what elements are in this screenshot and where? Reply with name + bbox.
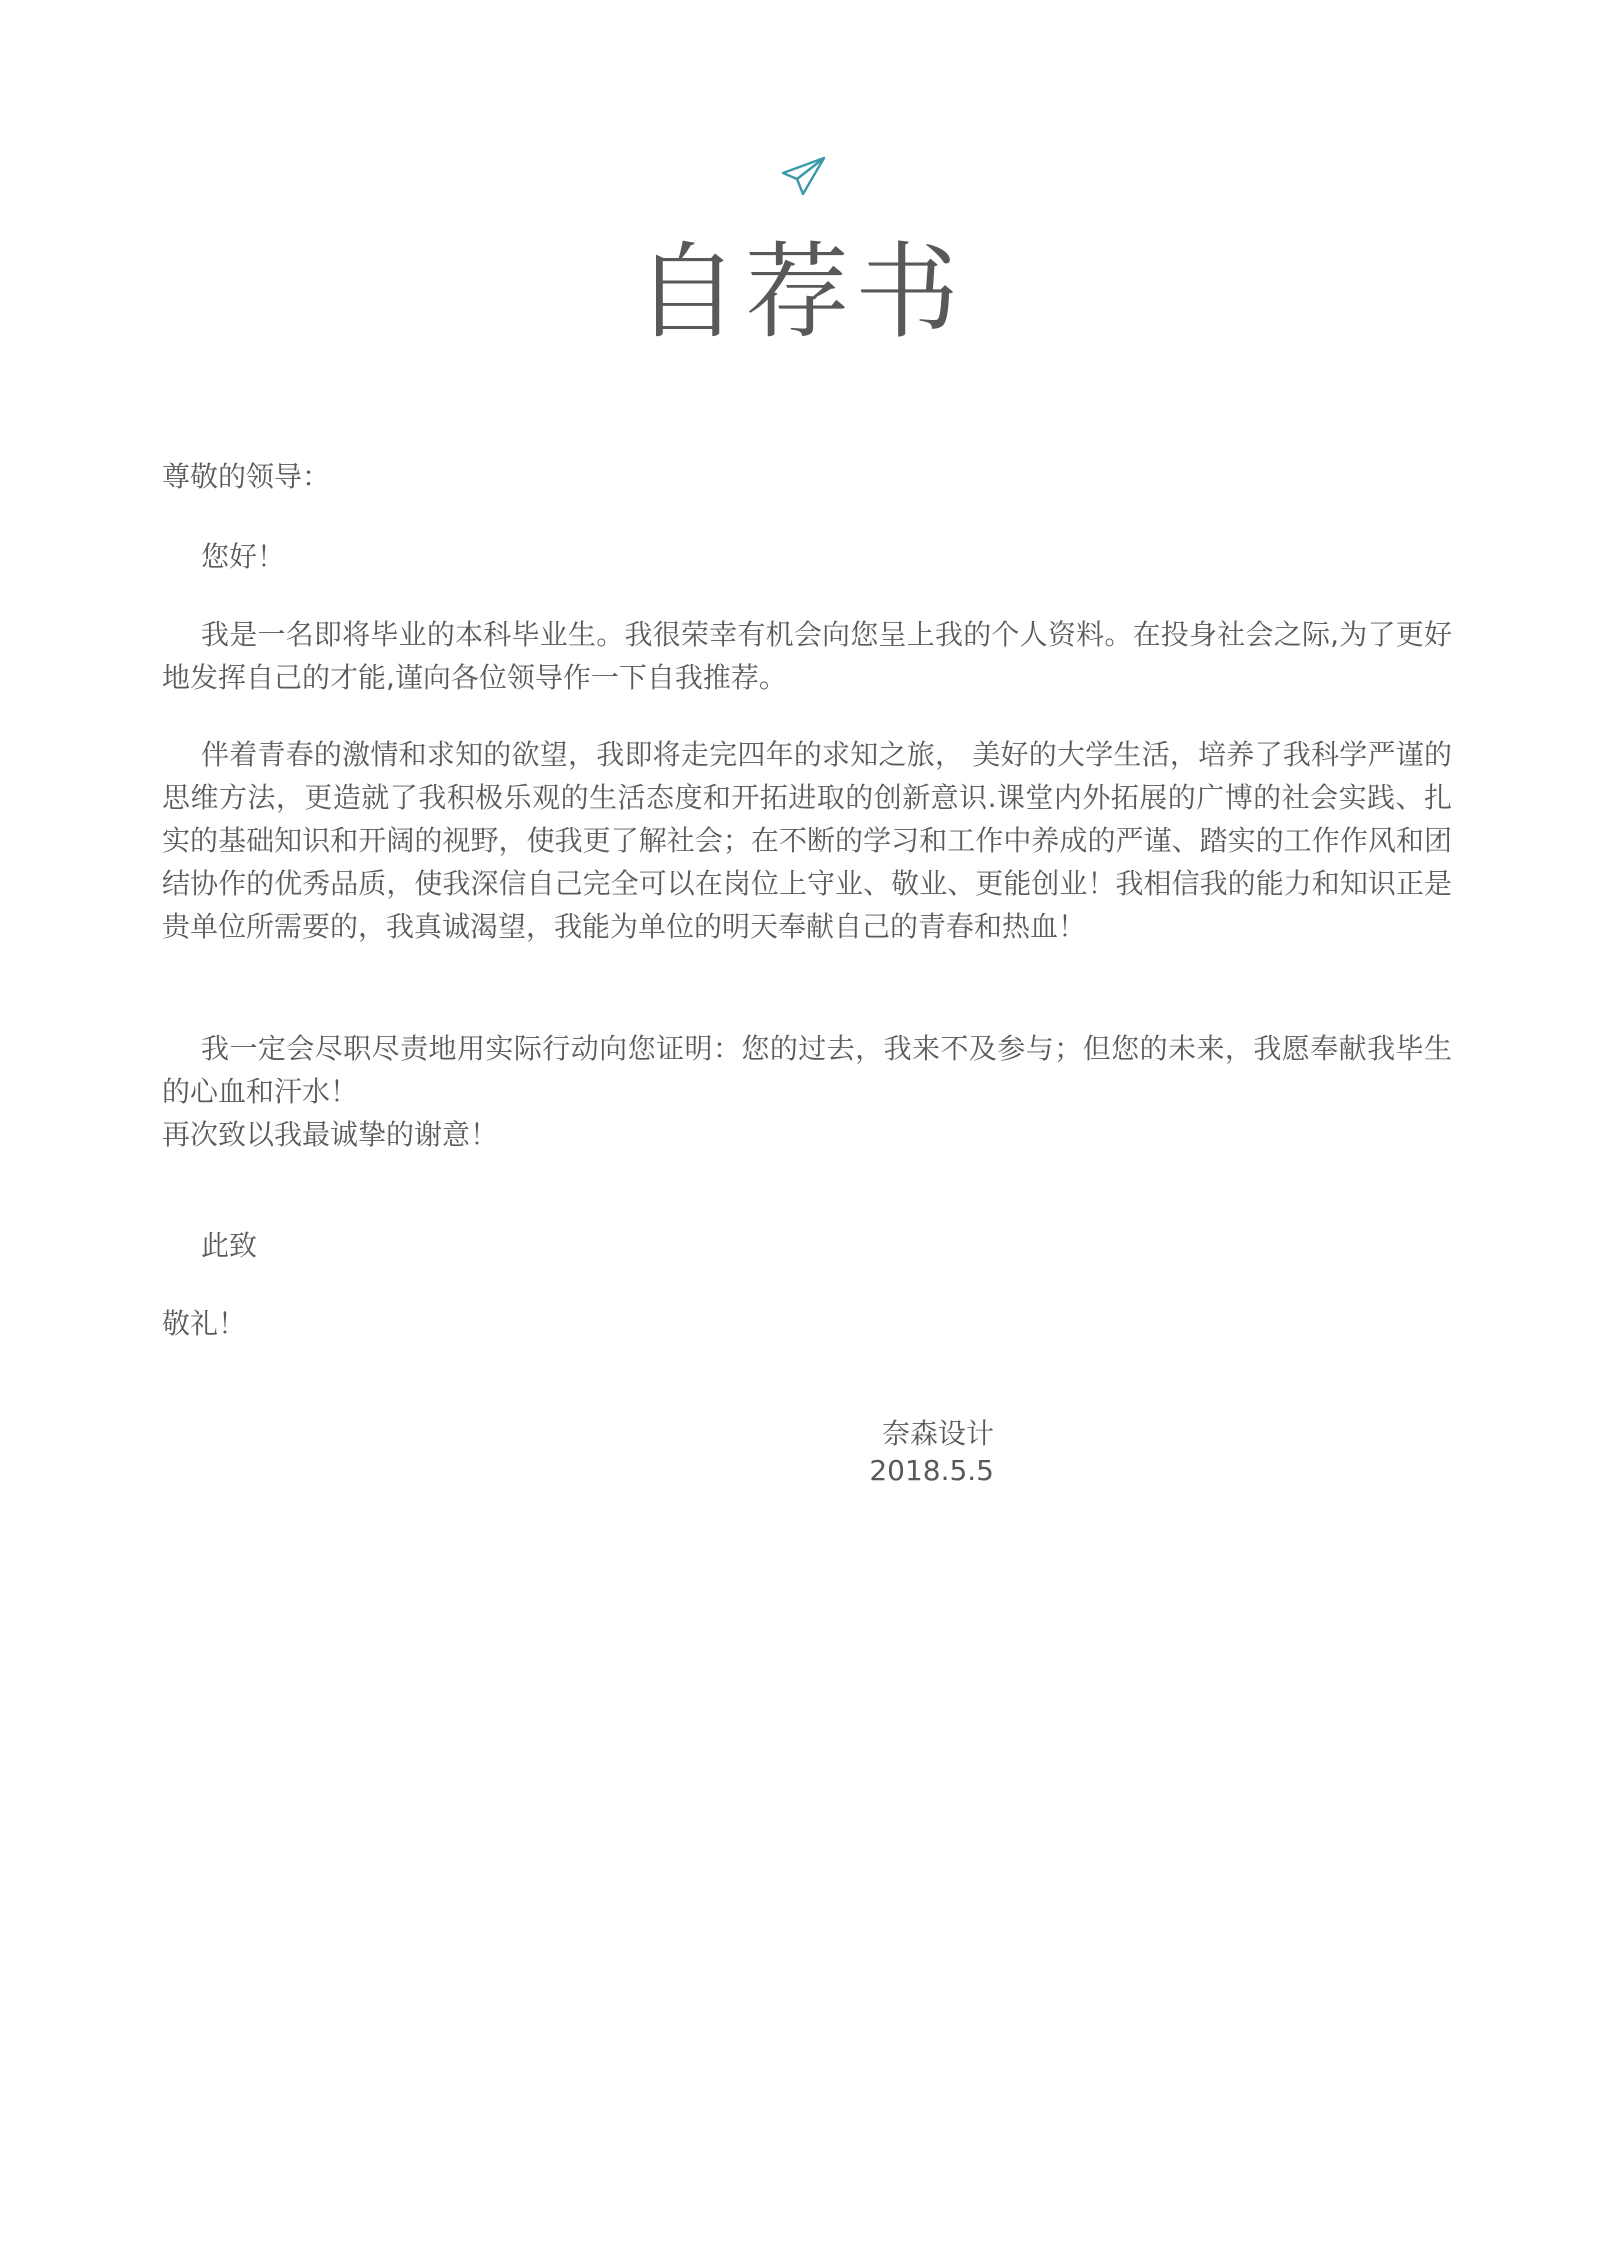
paragraph-commitment: 我一定会尽职尽责地用实际行动向您证明：您的过去，我来不及参与；但您的未来，我愿奉献我毕生的心血和汗水！: [162, 1032, 1452, 1108]
closing-line-1: 此致: [201, 1229, 258, 1262]
thanks-line: 再次致以我最诚挚的谢意！: [162, 1118, 499, 1151]
signature-date: 2018.5.5: [869, 1454, 994, 1487]
paragraph-intro: 我是一名即将毕业的本科毕业生。我很荣幸有机会向您呈上我的个人资料。在投身社会之际,为了更好地发挥自己的才能,谨向各位领导作一下自我推荐。: [162, 618, 1452, 694]
closing-line-2: 敬礼！: [162, 1307, 247, 1340]
signature-name: 奈森设计: [881, 1417, 994, 1450]
paper-plane-icon: [780, 156, 826, 196]
greeting: 您好！: [201, 540, 286, 573]
paragraph-experience: 伴着青春的激情和求知的欲望，我即将走完四年的求知之旅， 美好的大学生活，培养了我科学严谨的思维方法，更造就了我积极乐观的生活态度和开拓进取的创新意识.课堂内外拓展的广博的社会实践、扎实的基础知识和开阔的视野，使我更了解社会；在不断的学习和工作中养成的严谨、踏实的工作作风和团结协作的优秀品质，使我深信自己完全可以在岗位上守业、敬业、更能创业！我相信我的能力和知识正是贵单位所需要的，我真诚渴望，我能为单位的明天奉献自己的青春和热血！: [162, 738, 1452, 943]
salutation: 尊敬的领导：: [162, 460, 331, 493]
page-title: 自荐书: [634, 231, 965, 353]
